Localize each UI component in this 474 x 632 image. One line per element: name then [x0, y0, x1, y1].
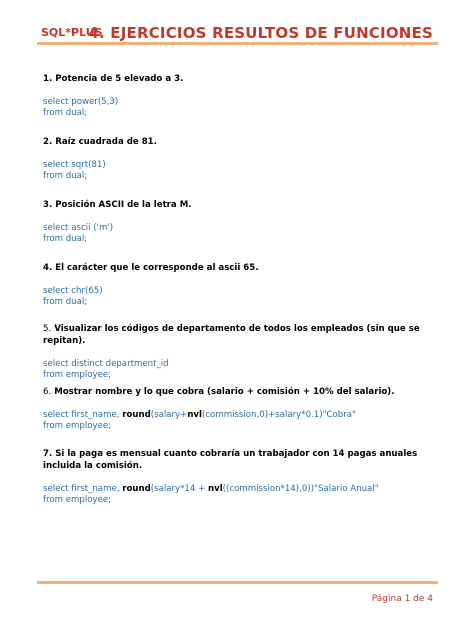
- code-block-2: [43, 160, 438, 182]
- code-line: [43, 484, 438, 495]
- code-fragment: select first_name,: [43, 484, 123, 494]
- code-line: from employee;: [43, 370, 112, 380]
- code-line: select sqrt(81): [43, 160, 106, 170]
- question-number: 6.: [43, 387, 52, 397]
- page-title: 4. EJERCICIOS RESULTOS DE FUNCIONES: [88, 24, 433, 42]
- exercise-4: [43, 262, 438, 308]
- exercise-1: [43, 73, 438, 119]
- code-fragment: (commission,0)+salary*0.1)"Cobra": [201, 410, 357, 420]
- code-fragment: select first_name,: [43, 410, 123, 420]
- question-number: 5.: [43, 324, 52, 334]
- code-keyword: nvl: [208, 484, 223, 494]
- code-fragment: (salary+: [150, 410, 188, 420]
- question-7: 7. Si la paga es mensual cuanto cobraría un trabajador con 14 pagas anuales incluida la comisión.: [43, 449, 418, 471]
- code-line: from employee;: [43, 421, 112, 431]
- code-block-1: [43, 97, 438, 119]
- question-4: 4. El carácter que le corresponde al ascii 65.: [43, 263, 259, 273]
- header-app-name: SQL*PLUS: [41, 26, 103, 39]
- code-line: select chr(65): [43, 286, 103, 296]
- code-line: [43, 410, 438, 421]
- code-line: from employee;: [43, 495, 112, 505]
- code-line: from dual;: [43, 234, 88, 244]
- code-fragment: (salary*14 +: [150, 484, 208, 494]
- code-fragment: ((commission*14),0))"Salario Anual": [222, 484, 379, 494]
- question-text: Mostrar nombre y lo que cobra (salario + comisión + 10% del salario).: [54, 387, 395, 397]
- question-6: [43, 386, 438, 398]
- exercise-2: [43, 136, 438, 182]
- code-line: select ascii ('m'): [43, 223, 114, 233]
- code-block-7: [43, 484, 438, 506]
- code-line: select distinct department_id: [43, 359, 169, 369]
- exercise-6: [43, 386, 438, 432]
- code-line: from dual;: [43, 171, 88, 181]
- code-line: select power(5,3): [43, 97, 119, 107]
- code-block-6: [43, 410, 438, 432]
- code-keyword: nvl: [187, 410, 202, 420]
- question-text: Visualizar los códigos de departamento de todos los empleados (sin que se repitan).: [43, 324, 420, 346]
- code-block-3: [43, 223, 438, 245]
- code-line: from dual;: [43, 297, 88, 307]
- header-divider: [37, 42, 438, 45]
- exercise-3: [43, 199, 438, 245]
- exercise-5: [43, 323, 438, 381]
- question-2: 2. Raíz cuadrada de 81.: [43, 137, 157, 147]
- page-number: Página 1 de 4: [371, 594, 433, 604]
- code-keyword: round: [122, 410, 151, 420]
- code-block-4: [43, 286, 438, 308]
- question-1: 1. Potencia de 5 elevado a 3.: [43, 74, 184, 84]
- question-3: 3. Posición ASCII de la letra M.: [43, 200, 192, 210]
- code-line: from dual;: [43, 108, 88, 118]
- code-block-5: [43, 359, 438, 381]
- question-5: [43, 323, 438, 347]
- exercise-7: [43, 448, 438, 506]
- footer-divider: [37, 581, 438, 584]
- code-keyword: round: [122, 484, 151, 494]
